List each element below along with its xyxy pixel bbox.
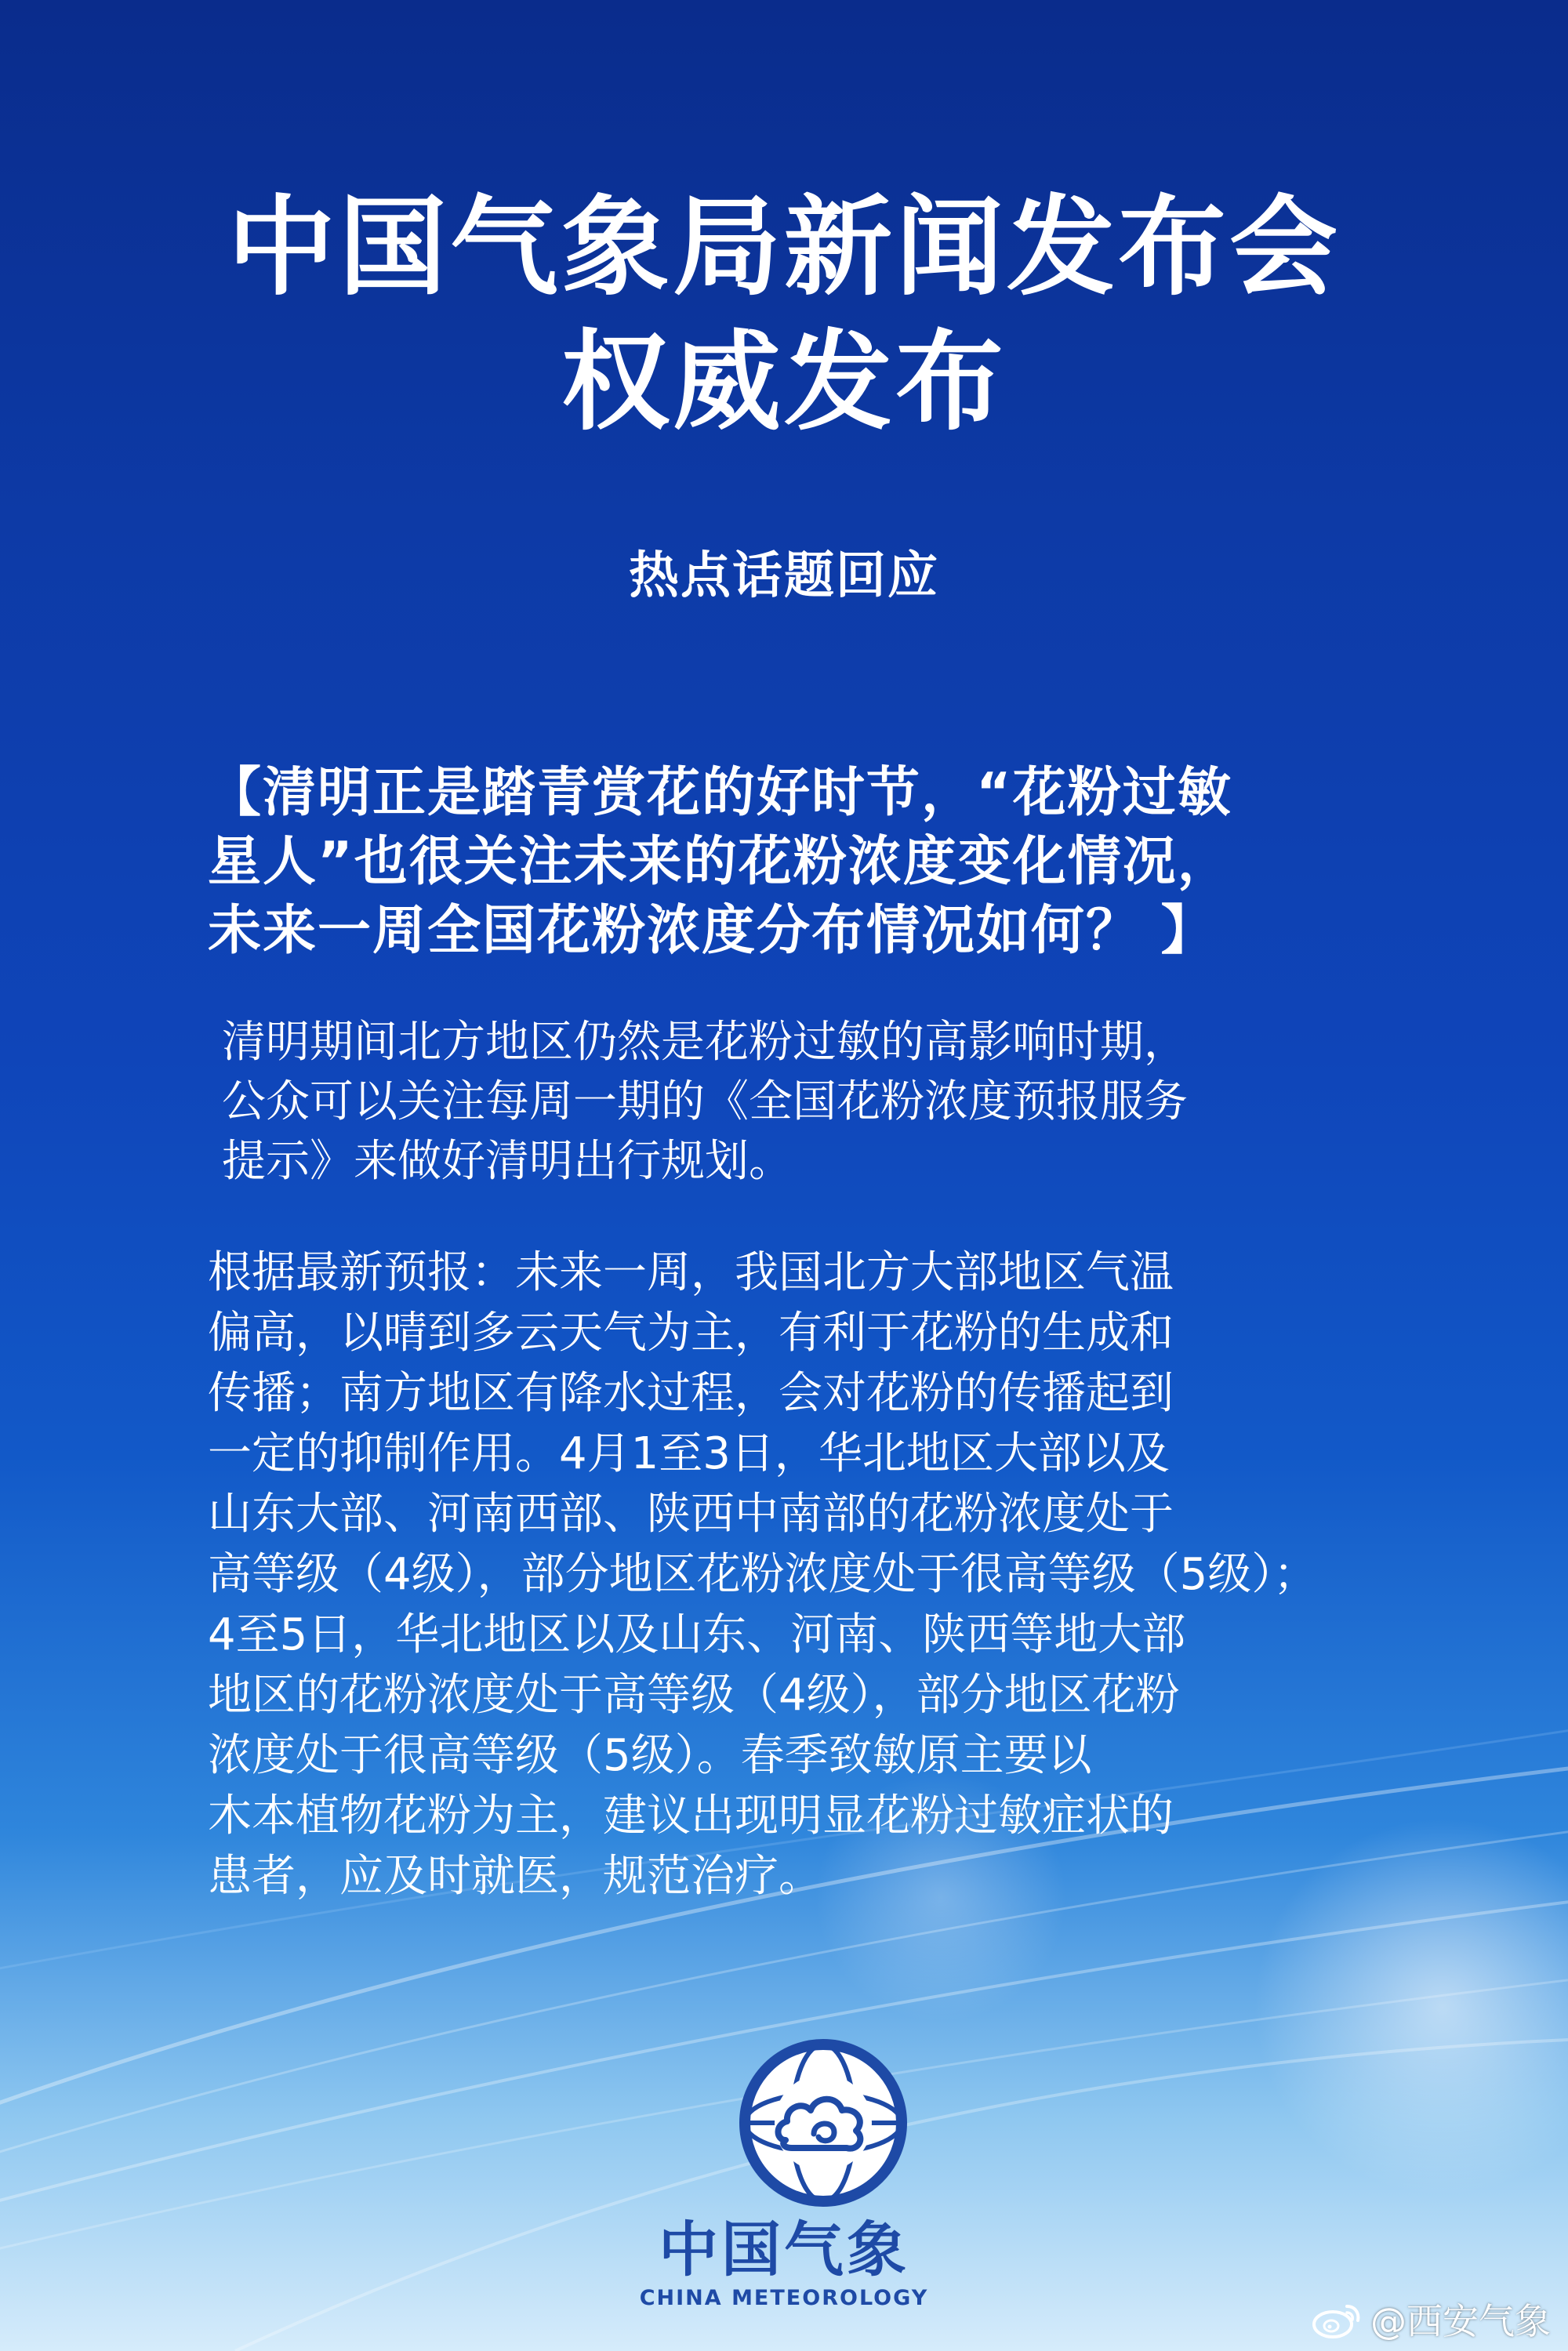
answer-line: 患者，应及时就医，规范治疗。 [208, 1851, 822, 1902]
question-line-2: 星人”也很关注未来的花粉浓度变化情况， [208, 831, 1232, 893]
answer-line: 浓度处于很高等级（5级）。春季致敏原主要以 [208, 1730, 1092, 1781]
answer-line: 传播；南方地区有降水过程，会对花粉的传播起到 [208, 1368, 1174, 1419]
title-line-1: 中国气象局新闻发布会 [227, 184, 1341, 310]
answer-line: 公众可以关注每周一期的《全国花粉浓度预报服务 [222, 1076, 1188, 1127]
watermark-text: @西安气象 [1370, 2300, 1551, 2342]
answer-line: 木本植物花粉为主，建议出现明显花粉过敏症状的 [208, 1790, 1174, 1841]
cma-globe-cloud-icon [737, 2037, 909, 2209]
weibo-icon [1311, 2298, 1363, 2339]
answer-line: 地区的花粉浓度处于高等级（4级），部分地区花粉 [208, 1670, 1180, 1721]
answer-line: 根据最新预报：未来一周，我国北方大部地区气温 [208, 1247, 1174, 1298]
answer-line: 山东大部、河南西部、陕西中南部的花粉浓度处于 [208, 1489, 1174, 1540]
page-title [0, 180, 1568, 450]
subtitle: 热点话题回应 [629, 547, 939, 605]
answer-line: 4至5日，华北地区以及山东、河南、陕西等地大部 [208, 1609, 1186, 1660]
logo-name-cn: 中国气象 [659, 2215, 909, 2284]
answer-paragraph-2 [208, 1243, 1384, 1907]
answer-paragraph-1 [208, 1013, 1384, 1192]
answer-line: 偏高，以晴到多云天气为主，有利于花粉的生成和 [208, 1308, 1174, 1359]
answer-line: 清明期间北方地区仍然是花粉过敏的高影响时期， [222, 1017, 1188, 1068]
question-line-3: 未来一周全国花粉浓度分布情况如何？ 】 [208, 900, 1216, 962]
logo-name-en: CHINA METEOROLOGY [639, 2286, 929, 2310]
question-block [208, 759, 1399, 966]
question-line-1: 【清明正是踏青赏花的好时节，“花粉过敏 [208, 762, 1232, 824]
weibo-watermark [1311, 2295, 1551, 2342]
answer-line: 提示》来做好清明出行规划。 [222, 1136, 793, 1187]
answer-line: 高等级（4级），部分地区花粉浓度处于很高等级（5级）； [208, 1549, 1318, 1600]
title-line-2: 权威发布 [561, 319, 1007, 445]
answer-line: 一定的抑制作用。4月1至3日，华北地区大部以及 [208, 1428, 1170, 1479]
